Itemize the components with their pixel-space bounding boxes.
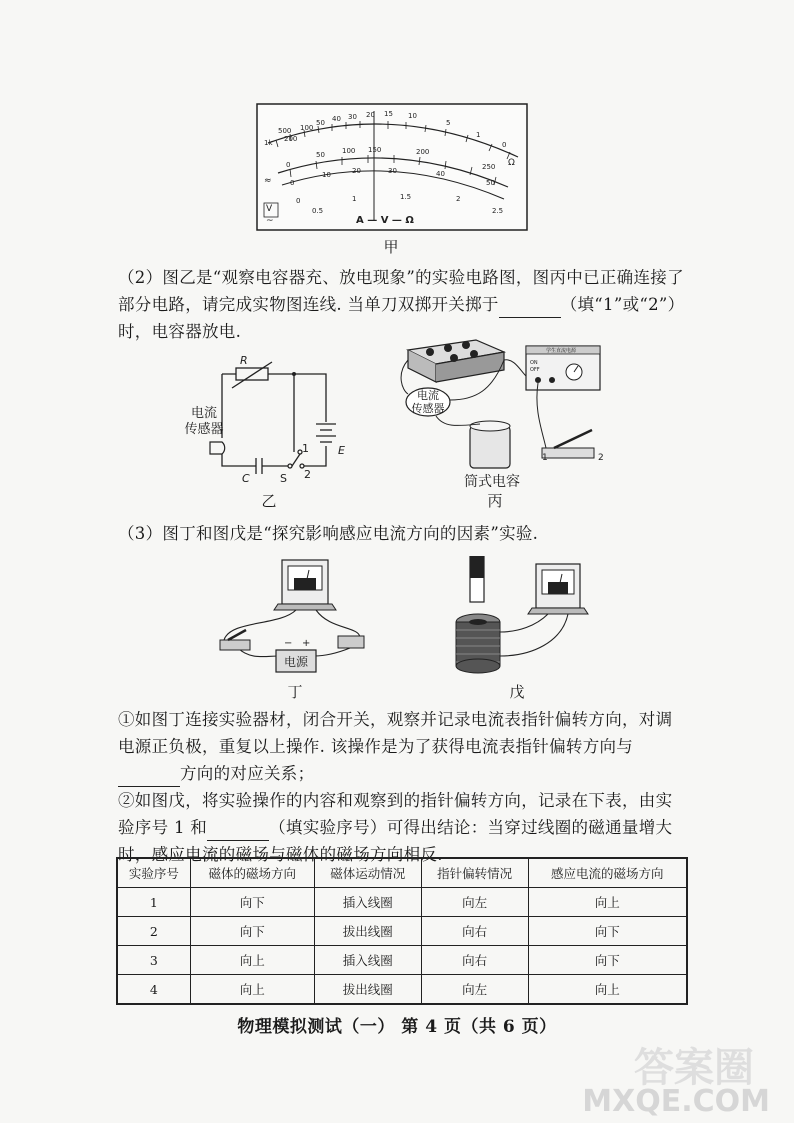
table-cell: 向下 [528,917,687,946]
caption-bing: 丙 [487,492,503,510]
power-source-label: 电源 [284,655,309,669]
ohm-tick-label: 10 [408,112,417,120]
item-2 [118,787,686,868]
watermark-site: MXQE.COM [582,1084,770,1119]
ac-dc-mark: ≈ [264,176,272,186]
ac-tick-label: 10 [322,171,331,179]
ac-tick-label: 0 [290,179,295,187]
low-tick-label: 0 [296,197,301,205]
ohm-tick-label: 1 [476,131,481,139]
label-1: 1 [302,442,309,455]
table-cell: 向左 [421,975,528,1005]
volt-mark: V [266,204,273,214]
table-cell: 向下 [528,946,687,975]
table-cell: 插入线圈 [314,888,421,917]
label-2: 2 [304,468,311,481]
ohm-tick-label: 0 [502,141,507,149]
answer-blank-experiment-number[interactable] [207,822,269,841]
table-header-cell: 感应电流的磁场方向 [528,858,687,888]
label-C: C [242,472,250,485]
question-2-text-a: （2）图乙是“观察电容器充、放电现象”的实验电路图，图丙中已正确连接了部分电路，请完成实物图连线. 当单刀双掷开关掷于 [118,268,684,314]
ohm-tick-label: 50 [316,119,325,127]
table-row [117,888,687,917]
question-3: （3）图丁和图戊是“探究影响感应电流方向的因素”实验. [118,524,539,543]
ohm-tick-label: 100 [300,124,314,132]
caption-jia: 甲 [383,238,399,256]
item-1-text-b: 方向的对应关系； [180,764,315,783]
table-cell: 3 [117,946,190,975]
table-cell: 1 [117,888,190,917]
dc-tick-label: 100 [342,147,356,155]
table-header-cell: 实验序号 [117,858,190,888]
dc-tick-label: 250 [482,163,496,171]
label-current-sensor: 电流 传感器 [184,406,224,437]
label-R: R [240,354,248,367]
low-tick-label: 1.5 [400,193,412,201]
answer-blank-switch[interactable] [499,299,561,318]
table-cell: 4 [117,975,190,1005]
ohm-tick-label: 15 [384,110,393,118]
table-cell: 拔出线圈 [314,917,421,946]
ac-tick-label: 30 [388,167,397,175]
question-2-text-b: （填“1”或“2”）时，电容器放电. [118,295,685,341]
table-cell: 向下 [190,888,314,917]
positive-mark: + [302,638,311,649]
multimeter-dial-figure [256,103,528,231]
table-row [117,917,687,946]
table-row [117,975,687,1005]
ohm-tick-label: 5 [446,119,451,127]
low-tick-label: 2 [456,195,461,203]
table-cell: 向上 [190,946,314,975]
item-1-text-a: ①如图丁连接实验器材，闭合开关，观察并记录电流表指针偏转方向，对调电源正负极，重复以上操作. 该操作是为了获得电流表指针偏转方向与 [118,710,673,756]
ac-tick-label: 20 [352,167,361,175]
table-header-cell: 磁体运动情况 [314,858,421,888]
ohm-tick-label: 200 [284,135,298,143]
power-supply-label: 学生直流电源 [546,348,577,354]
table-cell: 向下 [190,917,314,946]
caption-wu: 戊 [509,683,525,701]
table-cell: 向上 [528,888,687,917]
ohm-tick-label: 20 [366,111,375,119]
ohm-tick-label: 40 [332,115,341,123]
switch-mark-2: 2 [598,453,604,463]
watermark-logo: 答案圈 [634,1045,754,1091]
table-header-cell: 指针偏转情况 [421,858,528,888]
power-off-label: OFF [530,367,540,373]
meter-legend: A — V — Ω [356,215,414,226]
capacitor-label: 筒式电容 [464,474,520,490]
ac-mark: ~ [266,216,274,226]
item-2-text-b: （填实验序号）可得出结论：当穿过线圈的磁通量增大时，感应电流的磁场与磁体的磁场方向相反. [118,818,673,864]
negative-mark: − [284,638,293,649]
table-header-row [117,858,687,888]
dc-tick-label: 50 [316,151,325,159]
table-cell: 向上 [190,975,314,1005]
low-tick-label: 2.5 [492,207,504,215]
dc-tick-label: 0 [286,161,291,169]
table-cell: 向右 [421,946,528,975]
ohm-tick-label: 1k [264,139,273,147]
table-cell: 拔出线圈 [314,975,421,1005]
table-cell: 向左 [421,888,528,917]
table-cell: 2 [117,917,190,946]
item-1 [118,706,686,787]
item-2-text-a: ②如图戊，将实验操作的内容和观察到的指针偏转方向，记录在下表，由实验序号 1 和 [118,791,673,837]
table-cell: 向右 [421,917,528,946]
table-row [117,946,687,975]
apparatus-figure-wu [452,556,592,676]
caption-yi: 乙 [261,492,277,510]
ac-tick-label: 50 [486,179,495,187]
low-tick-label: 1 [352,195,357,203]
low-tick-label: 0.5 [312,207,324,215]
dc-tick-label: 200 [416,148,430,156]
ac-tick-label: 40 [436,170,445,178]
ohm-tick-label: 30 [348,113,357,121]
apparatus-figure-ding [210,556,380,678]
table-cell: 向上 [528,975,687,1005]
power-on-label: ON [530,360,538,366]
bing-sensor-label: 电流 传感器 [411,389,445,415]
table-header-cell: 磁体的磁场方向 [190,858,314,888]
caption-ding: 丁 [287,683,303,701]
ohm-tick-label: 500 [278,127,292,135]
experiment-table [116,857,688,1005]
label-E: E [338,444,345,457]
answer-blank-direction[interactable] [118,768,180,787]
switch-mark-1: 1 [542,453,548,463]
table-cell: 插入线圈 [314,946,421,975]
page-footer: 物理模拟测试（一） 第 4 页（共 6 页） [237,1017,557,1037]
dc-tick-label: 150 [368,146,382,154]
label-S: S [280,472,287,485]
ohm-unit: Ω [508,158,515,168]
